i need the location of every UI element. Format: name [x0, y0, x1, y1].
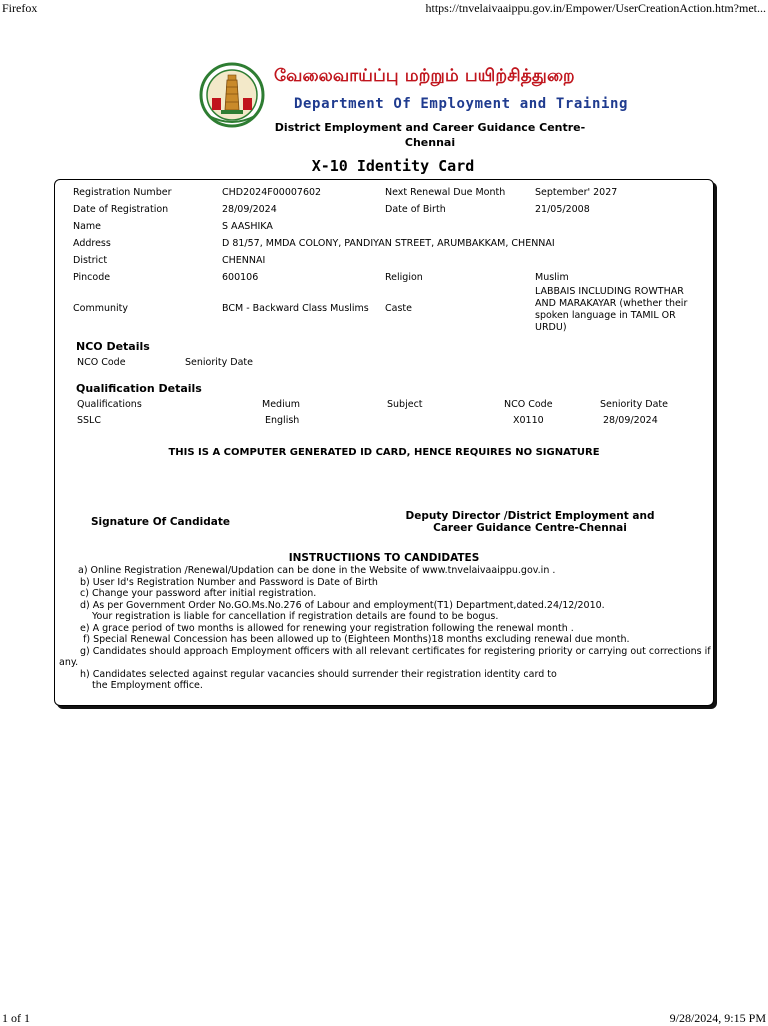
- instruction-item: Your registration is liable for cancellation if registration details are found to be bogus.: [92, 611, 499, 622]
- instruction-item: b) User Id's Registration Number and Password is Date of Birth: [80, 576, 378, 588]
- caste-value: LABBAIS INCLUDING ROWTHAR AND MARAKAYAR (whether their spoken language in TAMIL OR URDU): [535, 286, 688, 333]
- department-title: Department Of Employment and Training: [294, 96, 629, 112]
- reg-date-label: Date of Registration: [73, 204, 169, 215]
- instruction-item: any.: [59, 657, 79, 668]
- computer-generated-notice: THIS IS A COMPUTER GENERATED ID CARD, HENCE REQUIRES NO SIGNATURE: [168, 447, 600, 458]
- print-header: [0, 0, 768, 16]
- tamil-department-title: வேலைவாய்ப்பு மற்றும் பயிற்சித்துறை: [274, 66, 575, 86]
- centre-title-line2: Chennai: [404, 136, 456, 149]
- instruction-item: a) Online Registration /Renewal/Updation can be done in the Website of www.tnvelaivaaippu.gov.in .: [78, 565, 556, 576]
- card-title: X-10 Identity Card: [311, 157, 475, 175]
- director-line1: Deputy Director /District Employment and: [405, 510, 655, 522]
- tamil-nadu-emblem-icon: [197, 62, 267, 128]
- document-header: [0, 58, 768, 158]
- page-count: 1 of 1: [2, 1011, 30, 1025]
- instruction-item: d) As per Government Order No.GO.Ms.No.276 of Labour and employment(T1) Department,dated.24/12/2010.: [80, 599, 605, 611]
- dob-label: Date of Birth: [385, 204, 446, 215]
- pincode-label: Pincode: [73, 272, 111, 283]
- religion-value: Muslim: [535, 272, 569, 283]
- qual-row-nco-code: X0110: [513, 415, 544, 426]
- district-label: District: [73, 255, 108, 266]
- instruction-item: g) Candidates should approach Employment officers with all relevant certificates for registering priority or carrying out corrections if: [80, 645, 711, 657]
- nco-seniority-label: Seniority Date: [185, 357, 253, 368]
- nco-heading: NCO Details: [76, 340, 150, 353]
- candidate-signature-label: Signature Of Candidate: [91, 516, 230, 528]
- centre-title: [270, 120, 590, 150]
- name-label: Name: [73, 221, 102, 232]
- community-value: BCM - Backward Class Muslims: [222, 303, 369, 314]
- address-value: D 81/57, MMDA COLONY, PANDIYAN STREET, ARUMBAKKAM, CHENNAI: [222, 238, 555, 249]
- instruction-item: f) Special Renewal Concession has been allowed up to (Eighteen Months)18 months excluding renewal due month.: [83, 634, 630, 645]
- browser-name: Firefox: [2, 1, 38, 15]
- qual-row-qualification: SSLC: [77, 415, 101, 426]
- caste-label: Caste: [385, 303, 412, 314]
- instruction-item: c) Change your password after initial registration.: [80, 588, 317, 599]
- qual-col-seniority: Seniority Date: [600, 399, 668, 410]
- page-url[interactable]: https://tnvelaivaaippu.gov.in/Empower/UserCreationAction.htm?met...: [425, 1, 766, 15]
- pincode-value: 600106: [222, 272, 259, 283]
- qualification-heading: Qualification Details: [76, 382, 202, 395]
- religion-label: Religion: [385, 272, 423, 283]
- renewal-label: Next Renewal Due Month: [385, 187, 506, 198]
- reg-number-value: CHD2024F00007602: [222, 187, 322, 198]
- qual-col-subject: Subject: [387, 399, 423, 410]
- identity-card: [54, 179, 714, 706]
- reg-number-label: Registration Number: [73, 187, 172, 198]
- renewal-value: September' 2027: [535, 187, 618, 198]
- qual-row-seniority: 28/09/2024: [603, 415, 658, 426]
- qual-col-qualifications: Qualifications: [77, 399, 142, 410]
- director-line2: Career Guidance Centre-Chennai: [433, 522, 627, 534]
- nco-code-label: NCO Code: [77, 357, 126, 368]
- qual-row-medium: English: [265, 415, 300, 426]
- qual-col-nco-code: NCO Code: [504, 399, 553, 410]
- address-label: Address: [73, 238, 111, 249]
- instruction-item: h) Candidates selected against regular vacancies should surrender their registration identity card to: [80, 668, 557, 680]
- print-datetime: 9/28/2024, 9:15 PM: [669, 1011, 766, 1025]
- print-footer: [0, 1010, 768, 1024]
- instructions-heading: INSTRUCTIIONS TO CANDIDATES: [288, 552, 480, 564]
- instruction-item: e) A grace period of two months is allowed for renewing your registration following the renewal month .: [80, 622, 574, 634]
- director-signature-label: [385, 510, 675, 534]
- community-label: Community: [73, 303, 128, 314]
- reg-date-value: 28/09/2024: [222, 204, 277, 215]
- qual-col-medium: Medium: [262, 399, 300, 410]
- centre-title-line1: District Employment and Career Guidance Centre-: [274, 121, 586, 134]
- instruction-item: the Employment office.: [92, 680, 203, 691]
- district-value: CHENNAI: [222, 255, 266, 266]
- dob-value: 21/05/2008: [535, 204, 590, 215]
- name-value: S AASHIKA: [222, 221, 273, 232]
